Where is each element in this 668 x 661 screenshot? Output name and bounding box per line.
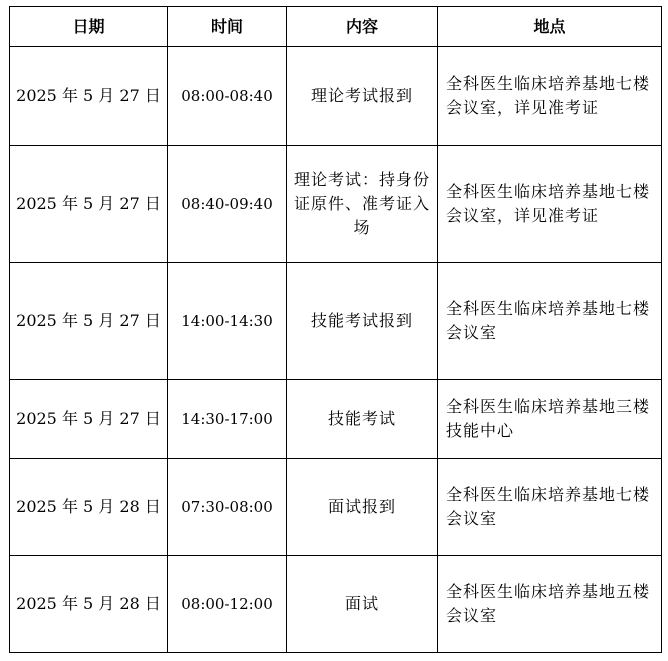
place-cell: 全科医生临床培养基地三楼技能中心 <box>438 380 662 459</box>
place-cell: 全科医生临床培养基地五楼会议室 <box>438 556 662 653</box>
time-cell: 14:00-14:30 <box>168 263 287 380</box>
table-row <box>10 263 662 380</box>
content-cell: 理论考试：持身份证原件、准考证入场 <box>287 146 438 263</box>
date-cell: 2025 年 5 月 28 日 <box>10 556 168 653</box>
place-cell: 全科医生临床培养基地七楼会议室 <box>438 263 662 380</box>
table-row <box>10 380 662 459</box>
content-cell: 面试 <box>287 556 438 653</box>
date-cell: 2025 年 5 月 27 日 <box>10 263 168 380</box>
place-cell: 全科医生临床培养基地七楼会议室，详见准考证 <box>438 47 662 146</box>
header-row <box>10 7 662 47</box>
content-cell: 技能考试报到 <box>287 263 438 380</box>
date-cell: 2025 年 5 月 27 日 <box>10 47 168 146</box>
content-cell: 面试报到 <box>287 459 438 556</box>
time-cell: 08:40-09:40 <box>168 146 287 263</box>
time-cell: 08:00-12:00 <box>168 556 287 653</box>
date-cell: 2025 年 5 月 27 日 <box>10 146 168 263</box>
table-row <box>10 556 662 653</box>
table-row <box>10 146 662 263</box>
header-time: 时间 <box>168 7 287 47</box>
place-cell: 全科医生临床培养基地七楼会议室，详见准考证 <box>438 146 662 263</box>
table-row <box>10 459 662 556</box>
header-place: 地点 <box>438 7 662 47</box>
time-cell: 14:30-17:00 <box>168 380 287 459</box>
date-cell: 2025 年 5 月 28 日 <box>10 459 168 556</box>
header-date: 日期 <box>10 7 168 47</box>
table-row <box>10 47 662 146</box>
content-cell: 理论考试报到 <box>287 47 438 146</box>
date-cell: 2025 年 5 月 27 日 <box>10 380 168 459</box>
content-cell: 技能考试 <box>287 380 438 459</box>
time-cell: 08:00-08:40 <box>168 47 287 146</box>
schedule-table <box>9 6 662 653</box>
time-cell: 07:30-08:00 <box>168 459 287 556</box>
place-cell: 全科医生临床培养基地七楼会议室 <box>438 459 662 556</box>
header-content: 内容 <box>287 7 438 47</box>
